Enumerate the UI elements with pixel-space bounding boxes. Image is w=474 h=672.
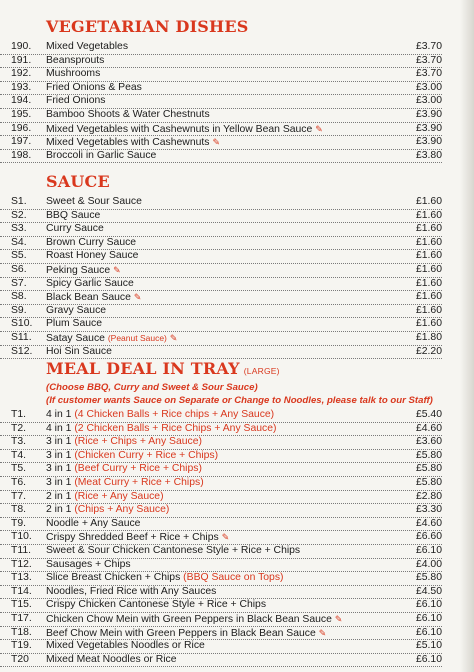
item-name-text: Mixed Vegetables with Cashewnuts in Yellow Bean Sauce [46,123,313,135]
chili-icon: ✎ [221,532,230,543]
item-name [46,450,218,463]
item-name [46,423,276,436]
item-name-text: Spicy Garlic Sauce [46,277,134,289]
vegetarian-list [0,41,474,163]
item-code: T15. [11,599,32,611]
item-name [46,572,283,585]
item-name [46,531,229,545]
sauce-list [0,196,474,359]
menu-item-row [0,68,442,82]
meal-note-2: (If customer wants Sauce on Separate or Change to Noodles, please talk to our Staff) [46,395,433,406]
item-name-text: 4 in 1 [46,409,72,420]
item-code: T12. [11,558,32,570]
item-detail: (2 Chicken Balls + Rice Chips + Any Sauce) [74,422,277,434]
item-name-text: Crispy Chicken Cantonese Style + Rice + Chips [46,599,267,611]
item-name-text: Sausages + Chips [46,558,131,570]
item-code: 193. [11,81,32,93]
item-name [46,599,266,612]
item-code: T11. [11,544,32,556]
menu-item-row [0,640,442,654]
item-name [46,109,210,122]
item-price: £4.60 [415,517,442,529]
item-code: 190. [11,41,32,52]
item-code: S1. [11,196,27,207]
menu-item-row [0,223,442,237]
item-price: £2.80 [415,490,442,502]
item-name-text: Mixed Meat Noodles or Rice [46,653,177,665]
menu-item-row [0,346,442,360]
item-name [46,278,134,291]
item-name [46,55,104,68]
item-price: £3.70 [415,54,442,66]
menu-item-row [0,95,442,109]
item-price: £1.80 [415,331,442,343]
item-name-text: Fried Onions [46,95,106,107]
menu-item-row [0,559,442,573]
item-name [46,150,156,163]
item-code: S10. [11,318,33,330]
item-name [46,318,102,331]
menu-item-row [0,572,442,586]
menu-item-row [0,518,442,532]
item-name-text: Beef Chow Mein with Green Peppers in Black Bean Sauce [46,627,316,639]
page-edge [460,0,474,672]
item-price: £5.80 [415,572,442,584]
menu-item-row [0,477,442,491]
item-price: £6.10 [415,599,442,611]
item-name-text: Black Bean Sauce [46,292,131,304]
menu-item-row [0,123,442,137]
item-code: T17. [11,612,32,624]
item-price: £3.90 [415,108,442,120]
menu-item-row [0,613,442,627]
item-price: £3.90 [415,136,442,148]
item-detail: (Rice + Chips + Any Sauce) [74,436,202,448]
item-price: £1.60 [415,223,442,235]
item-price: £3.00 [415,95,442,107]
item-price: £4.50 [415,585,442,597]
item-name [46,68,100,81]
item-name [46,627,326,641]
item-name-text: Peking Sauce [46,264,111,276]
item-price: £1.60 [415,196,442,207]
item-name-text: 4 in 1 [46,422,72,434]
item-name-text: Plum Sauce [46,318,103,330]
item-code: S9. [11,304,27,316]
item-code: T19. [11,640,32,652]
item-code: 194. [11,95,32,107]
item-name [46,250,138,263]
item-code: T18. [11,626,32,638]
item-name-text: Satay Sauce [46,332,105,344]
item-name [46,518,140,531]
item-price: £6.60 [415,531,442,543]
item-price: £4.00 [415,558,442,570]
item-name [46,95,105,108]
item-name [46,237,136,250]
item-code: S3. [11,223,27,235]
menu-item-row [0,450,442,464]
item-price: £3.60 [415,436,442,448]
item-name-text: 3 in 1 [46,463,72,475]
item-price: £6.10 [415,626,442,638]
meal-note-1: (Choose BBQ, Curry and Sweet & Sour Sauce) [46,382,258,393]
item-code: T6. [11,476,27,488]
item-name-text: Noodles, Fried Rice with Any Sauces [46,585,217,597]
item-name [46,586,216,599]
item-name [46,436,202,449]
item-code: T9. [11,517,27,529]
menu-item-row [0,436,442,450]
item-name [46,613,342,627]
item-name [46,264,121,278]
item-detail: (Chicken Curry + Rice + Chips) [74,449,219,461]
menu-item-row [0,237,442,251]
item-name [46,504,169,517]
item-name [46,332,177,346]
item-code: T20 [11,653,29,665]
menu-item-row [0,264,442,278]
item-name [46,491,164,504]
menu-item-row [0,531,442,545]
item-detail: (4 Chicken Balls + Rice chips + Any Sauce) [74,409,275,420]
item-name [46,545,300,558]
item-name [46,654,177,667]
item-name-text: Hoi Sin Sauce [46,345,112,357]
item-name-text: 3 in 1 [46,449,72,461]
item-detail: (Rice + Any Sauce) [74,490,164,502]
menu-item-row [0,491,442,505]
chili-icon: ✎ [212,137,221,148]
item-name [46,41,128,54]
item-code: S6. [11,263,27,275]
menu-item-row [0,318,442,332]
item-name-text: BBQ Sauce [46,209,101,221]
item-price: £1.60 [415,209,442,221]
item-name-text: 2 in 1 [46,490,72,502]
item-name-text: Beansprouts [46,54,105,66]
menu-item-row [0,250,442,264]
item-tag: (Peanut Sauce) [107,332,167,343]
item-code: T14. [11,585,32,597]
item-name-text: Mushrooms [46,68,101,80]
item-price: £1.60 [415,277,442,289]
item-price: £5.80 [415,463,442,475]
item-name-text: Broccoli in Garlic Sauce [46,149,157,161]
item-name-text: Chicken Chow Mein with Green Peppers in Black Bean Sauce [46,613,332,625]
item-price: £5.80 [415,476,442,488]
menu-item-row [0,423,442,437]
sauce-heading: SAUCE [46,172,110,191]
menu-item-row [0,586,442,600]
menu-item-row [0,136,442,150]
meal-deal-list [0,409,474,667]
menu-item-row [0,196,442,210]
menu-item-row [0,55,442,69]
item-price: £6.10 [415,544,442,556]
meal-deal-subtitle: (LARGE) [243,366,280,376]
item-name-text: Brown Curry Sauce [46,236,137,248]
item-name [46,223,104,236]
menu-item-row [0,409,442,423]
meal-deal-title: MEAL DEAL IN TRAY [46,359,240,378]
meal-deal-heading [46,359,280,378]
item-price: £5.80 [415,449,442,461]
item-name [46,559,131,572]
item-name [46,291,141,305]
item-name-text: Sweet & Sour Sauce [46,196,142,207]
menu-item-row [0,504,442,518]
chili-icon: ✎ [315,123,323,134]
item-name-text: 3 in 1 [46,436,72,448]
item-name-text: Roast Honey Sauce [46,250,139,262]
item-code: 198. [11,149,32,161]
item-name [46,210,100,223]
item-price: £3.70 [415,68,442,80]
item-detail: (Chips + Any Sauce) [74,504,170,516]
menu-item-row [0,305,442,319]
item-price: £3.90 [415,122,442,134]
item-name [46,640,205,653]
item-name-text: Crispy Shredded Beef + Rice + Chips [46,532,219,544]
item-price: £6.10 [415,653,442,665]
item-code: S7. [11,277,27,289]
item-detail: (Meat Curry + Rice + Chips) [74,476,204,488]
item-name [46,305,106,318]
chili-icon: ✎ [318,627,327,638]
item-code: S2. [11,209,27,221]
chili-icon: ✎ [169,332,178,343]
item-code: T2. [11,422,27,434]
item-name [46,463,202,476]
item-price: £3.80 [415,149,442,161]
item-price: £3.70 [415,41,442,52]
menu-item-row [0,291,442,305]
item-code: T3. [11,436,27,448]
item-code: S12. [11,345,33,357]
item-name [46,477,204,490]
item-code: 197. [11,136,32,148]
menu-item-row [0,654,442,668]
item-price: £1.60 [415,318,442,330]
item-name [46,123,323,137]
item-name-text: Mixed Vegetables Noodles or Rice [46,640,205,652]
item-code: T10. [11,531,32,543]
item-price: £1.60 [415,304,442,316]
item-code: 196. [11,122,32,134]
item-price: £5.40 [415,409,442,420]
chili-icon: ✎ [133,292,142,303]
menu-item-row [0,109,442,123]
item-code: S8. [11,291,27,303]
chili-icon: ✎ [113,264,121,275]
item-detail: (Beef Curry + Rice + Chips) [74,463,202,475]
vegetarian-heading: VEGETARIAN DISHES [46,17,249,36]
item-detail: (BBQ Sauce on Tops) [183,572,284,584]
item-price: £1.60 [415,236,442,248]
item-code: 191. [11,54,32,66]
item-name-text: Noodle + Any Sauce [46,517,141,529]
item-price: £3.30 [415,504,442,516]
item-name-text: Curry Sauce [46,223,104,235]
item-price: £1.60 [415,291,442,303]
menu-item-row [0,545,442,559]
item-price: £1.60 [415,250,442,262]
item-price: £3.00 [415,81,442,93]
item-name-text: Slice Breast Chicken + Chips [46,572,181,584]
item-price: £2.20 [415,345,442,357]
menu-item-row [0,599,442,613]
item-name [46,196,142,209]
menu-item-row [0,210,442,224]
menu-item-row [0,332,442,346]
item-code: S4. [11,236,27,248]
item-code: T7. [11,490,27,502]
item-name [46,346,112,359]
menu-item-row [0,150,442,164]
item-name-text: Gravy Sauce [46,304,107,316]
item-price: £1.60 [415,263,442,275]
item-code: T8. [11,504,27,516]
item-name-text: Mixed Vegetables [46,41,129,52]
item-name-text: 2 in 1 [46,504,72,516]
item-code: T13. [11,572,32,584]
item-price: £4.60 [415,422,442,434]
item-name-text: 3 in 1 [46,476,72,488]
menu-item-row [0,278,442,292]
item-name-text: Mixed Vegetables with Cashewnuts [46,137,210,149]
item-name-text: Bamboo Shoots & Water Chestnuts [46,108,210,120]
menu-item-row [0,82,442,96]
chili-icon: ✎ [334,613,343,624]
menu-item-row [0,627,442,641]
item-name-text: Fried Onions & Peas [46,81,142,93]
item-name [46,82,142,95]
item-code: 195. [11,108,32,120]
item-name [46,136,220,150]
item-code: 192. [11,68,32,80]
item-code: T5. [11,463,27,475]
item-code: T1. [11,409,27,420]
item-price: £5.10 [415,640,442,652]
item-name [46,409,274,422]
item-code: S11. [11,331,32,343]
item-code: S5. [11,250,27,262]
menu-item-row [0,463,442,477]
item-code: T4. [11,449,27,461]
item-price: £6.10 [415,612,442,624]
menu-item-row [0,41,442,55]
item-name-text: Sweet & Sour Chicken Cantonese Style + Rice + Chips [46,544,301,556]
